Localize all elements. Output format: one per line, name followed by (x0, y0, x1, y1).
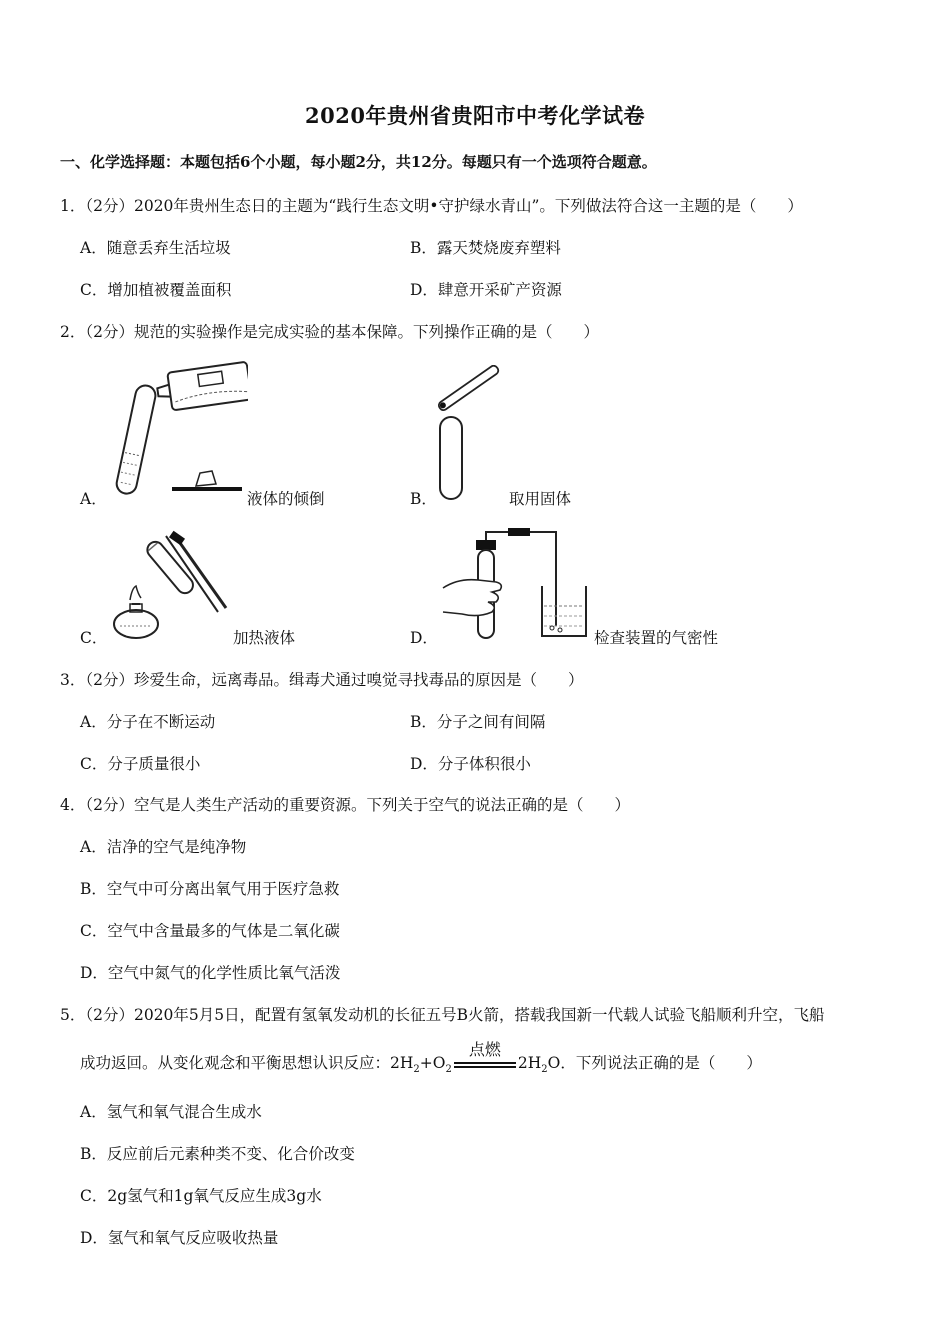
pouring-liquid-figure (108, 360, 248, 505)
q4-option-d: D．空气中氮气的化学性质比氧气活泼 (80, 964, 341, 982)
q4-option-a: A．洁净的空气是纯净物 (80, 838, 247, 856)
q1-option-a: A．随意丢弃生活垃圾 (80, 239, 231, 257)
q1-stem: 1．（2分）2020年贵州生态日的主题为“践行生态文明•守护绿水青山”。下列做法符合这一主题的是（ ） (60, 197, 803, 215)
q5-option-b: B．反应前后元素种类不变、化合价改变 (80, 1145, 355, 1163)
page-title: 2020年贵州省贵阳市中考化学试卷 (305, 103, 645, 128)
q4-option-b: B．空气中可分离出氧气用于医疗急救 (80, 880, 340, 898)
q1-option-d: D．肆意开采矿产资源 (410, 281, 562, 299)
q2-option-d-label: 检查装置的气密性 (594, 629, 719, 647)
q3-option-a: A．分子在不断运动 (80, 713, 216, 731)
section-heading: 一、化学选择题：本题包括6个小题，每小题2分，共12分。每题只有一个选项符合题意。 (60, 153, 657, 171)
q3-option-d: D．分子体积很小 (410, 755, 531, 773)
q2-option-a-label: 液体的倾倒 (247, 490, 325, 508)
q5-stem-line2 (80, 1040, 762, 1076)
q5-product: 2H (517, 1054, 542, 1072)
q1-option-b: B．露天焚烧废弃塑料 (410, 239, 561, 257)
q2-option-c-label: 加热液体 (233, 629, 296, 647)
airtightness-check-figure (438, 528, 593, 646)
q2-option-b-letter: B． (410, 490, 437, 508)
reaction-condition: 点燃 (468, 1040, 501, 1059)
heating-liquid-figure (108, 528, 233, 648)
q3-stem: 3．（2分）珍爱生命，远离毒品。缉毒犬通过嗅觉寻找毒品的原因是（ ） (60, 671, 584, 689)
q5-stem-line1: 5．（2分）2020年5月5日，配置有氢氧发动机的长征五号B火箭，搭载我国新一代载人试验飞船顺利升空，飞船 (60, 1006, 825, 1024)
q3-option-c: C．分子质量很小 (80, 755, 201, 773)
q2-option-d-letter: D． (410, 629, 438, 647)
taking-solid-figure (430, 365, 510, 505)
q5-stem-prefix: 成功返回。从变化观念和平衡思想认识反应：2H (80, 1054, 414, 1072)
q5-option-d: D．氢气和氧气反应吸收热量 (80, 1229, 279, 1247)
q2-option-c-letter: C． (80, 629, 108, 647)
q4-stem: 4．（2分）空气是人类生产活动的重要资源。下列关于空气的说法正确的是（ ） (60, 796, 630, 814)
q5-stem-suffix: O．下列说法正确的是（ ） (547, 1054, 762, 1072)
q2-option-a-letter: A． (80, 490, 107, 508)
q5-sub-h2-product: 2 (541, 1064, 548, 1076)
q3-option-b: B．分子之间有间隔 (410, 713, 546, 731)
q5-option-a: A．氢气和氧气混合生成水 (80, 1103, 262, 1121)
q5-option-c: C．2g氢气和1g氧气反应生成3g水 (80, 1187, 322, 1205)
q5-plus-o: +O (419, 1054, 446, 1072)
q2-option-b-label: 取用固体 (509, 490, 572, 508)
q5-sub-o2: 2 (445, 1064, 452, 1076)
q4-option-c: C．空气中含量最多的气体是二氧化碳 (80, 922, 340, 940)
reaction-arrow (454, 1040, 516, 1069)
q1-option-c: C．增加植被覆盖面积 (80, 281, 232, 299)
q2-stem: 2．（2分）规范的实验操作是完成实验的基本保障。下列操作正确的是（ ） (60, 323, 599, 341)
q5-sub-h2-reactant: 2 (413, 1064, 420, 1076)
